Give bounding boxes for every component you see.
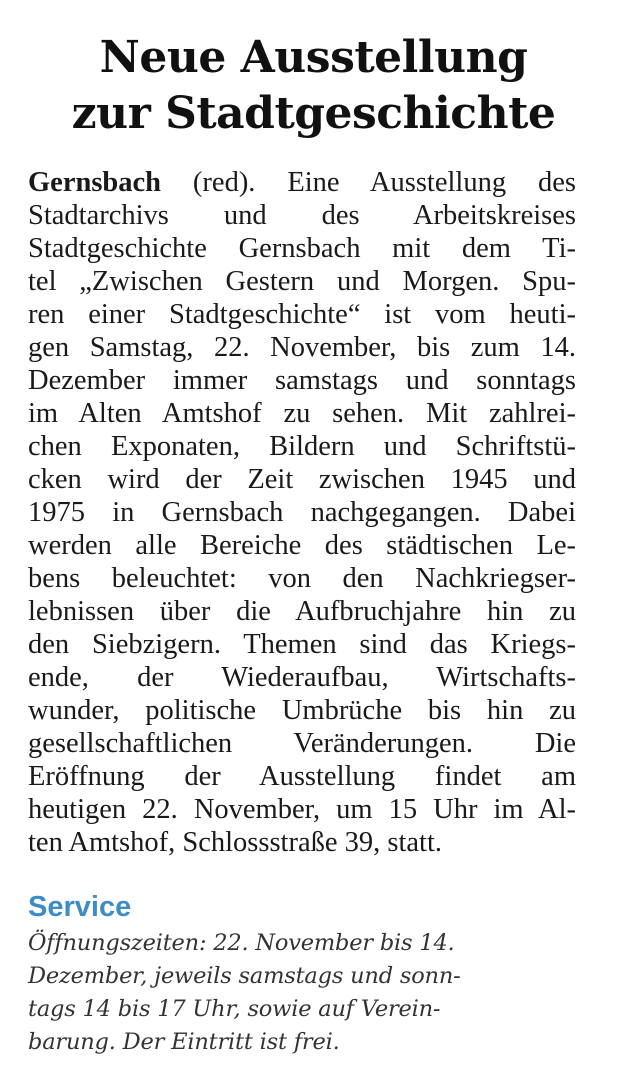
article-body-line: Dezember immer samstags und sonntags: [28, 365, 576, 396]
article-body-line: ren einer Stadtgeschichte“ ist vom heuti-: [28, 299, 576, 330]
article-body-line: chen Exponaten, Bildern und Schriftstü-: [28, 431, 576, 462]
service-line: Dezember, jeweils samstags und sonn-: [28, 963, 461, 989]
article-body-line: ende, der Wiederaufbau, Wirtschafts-: [28, 662, 576, 693]
article-body-line: gesellschaftlichen Veränderungen. Die: [28, 728, 576, 759]
article-body-line: tel „Zwischen Gestern und Morgen. Spu-: [28, 266, 576, 297]
article-body-line: 1975 in Gernsbach nachgegangen. Dabei: [28, 497, 576, 528]
article-body-line: wunder, politische Umbrüche bis hin zu: [28, 695, 576, 726]
article-body-line: Eröffnung der Ausstellung findet am: [28, 761, 576, 792]
dateline: Gernsbach: [28, 167, 162, 198]
article-body-line: den Siebzigern. Themen sind das Kriegs-: [28, 629, 576, 660]
body-text: (red). Eine Ausstellung des: [161, 167, 576, 198]
article-body-line: im Alten Amtshof zu sehen. Mit zahlrei-: [28, 398, 576, 429]
article-body-line: bens beleuchtet: von den Nachkriegser-: [28, 563, 576, 594]
article-body-line: heutigen 22. November, um 15 Uhr im Al-: [28, 794, 576, 825]
service-line: barung. Der Eintritt ist frei.: [28, 1029, 340, 1055]
article-body-line: cken wird der Zeit zwischen 1945 und: [28, 464, 576, 495]
article-body-line: ten Amtshof, Schlossstraße 39, statt.: [28, 827, 443, 858]
service-heading: Service: [28, 891, 132, 923]
article-body-line: Stadtgeschichte Gernsbach mit dem Ti-: [28, 233, 576, 264]
article-body-line: gen Samstag, 22. November, bis zum 14.: [28, 332, 576, 363]
service-line: Öffnungszeiten: 22. November bis 14.: [28, 930, 455, 956]
article-body-line: Stadtarchivs und des Arbeitskreises: [28, 200, 576, 231]
article-body-line: werden alle Bereiche des städtischen Le-: [28, 530, 576, 561]
article-body-line: lebnissen über die Aufbruchjahre hin zu: [28, 596, 576, 627]
service-line: tags 14 bis 17 Uhr, sowie auf Verein-: [28, 996, 441, 1022]
headline-line-1: Neue Ausstellung: [99, 32, 528, 83]
article-body-line: [28, 166, 576, 199]
headline-line-2: zur Stadtgeschichte: [71, 88, 556, 139]
